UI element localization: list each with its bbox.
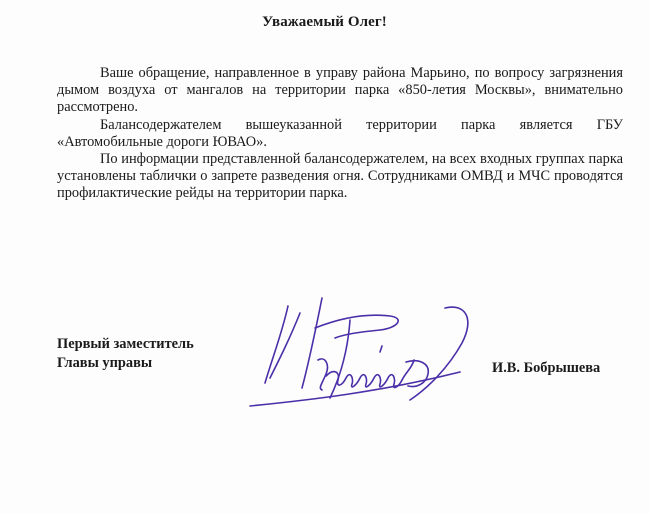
signatory-name: И.В. Бобрышева <box>492 360 601 376</box>
letter-greeting: Уважаемый Олег! <box>262 14 387 30</box>
paragraph-owner: Балансодержателем вышеуказанной территории парка является ГБУ «Автомобильные дороги ЮВАО». <box>57 116 623 150</box>
signatory-title-line2: Главы управы <box>57 355 153 371</box>
paragraph-measures: По информации представленной балансодержателем, на всех входных группах парка установлены таблички о запрете разведения огня. Сотрудниками ОМВД и МЧС проводятся профилактические рейды на территории парка. <box>57 151 623 202</box>
signatory-title <box>57 335 194 373</box>
letter-body <box>57 65 623 203</box>
signatory-title-line1: Первый заместитель <box>57 336 194 352</box>
handwritten-signature <box>230 288 490 418</box>
paragraph-appeal: Ваше обращение, направленное в управу района Марьино, по вопросу загрязнения дымом воздуха от мангалов на территории парка «850-летия Москвы», внимательно рассмотрено. <box>57 65 623 116</box>
